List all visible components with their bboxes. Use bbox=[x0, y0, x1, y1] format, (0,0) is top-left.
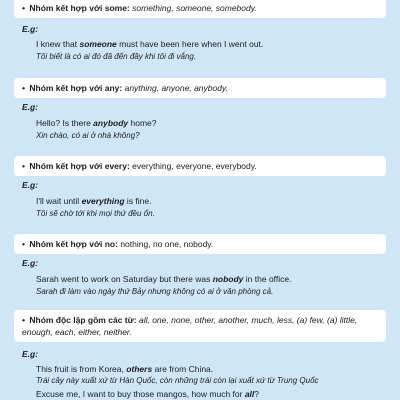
example-en2-post: ? bbox=[254, 389, 260, 399]
example-en-post: in the office. bbox=[243, 274, 292, 284]
example-label: E.g: bbox=[22, 349, 39, 359]
bullet: • bbox=[22, 161, 25, 171]
section-list: nothing, no one, nobody. bbox=[120, 239, 214, 249]
section-title: Nhóm kết hợp với no: bbox=[29, 239, 118, 249]
example-en2-pre: Excuse me, I want to buy those mangos, how much for bbox=[36, 389, 245, 399]
example-en bbox=[36, 273, 291, 285]
section-title: Nhóm kết hợp với some: bbox=[29, 3, 130, 13]
example-en bbox=[36, 195, 152, 207]
example-en-keyword: anybody bbox=[93, 118, 129, 128]
section-independent bbox=[14, 308, 386, 400]
example-en bbox=[36, 363, 213, 375]
section-header bbox=[14, 0, 386, 18]
example-vi: Sarah đi làm vào ngày thứ Bảy nhưng không có ai ở văn phòng cả. bbox=[36, 287, 274, 296]
bullet: • bbox=[22, 3, 25, 13]
example-label: E.g: bbox=[22, 180, 39, 190]
section-any bbox=[14, 76, 386, 154]
example-vi: Trái cây này xuất xứ từ Hàn Quốc, còn những trái còn lại xuất xứ từ Trung Quốc bbox=[36, 376, 319, 385]
example-vi: Tôi biết là có ai đó đã đến đây khi tôi đi vắng. bbox=[36, 52, 197, 61]
section-header bbox=[14, 310, 386, 342]
section-list-line2: enough, each, either, neither. bbox=[22, 327, 132, 337]
section-title: Nhóm kết hợp với every: bbox=[29, 161, 130, 171]
example-en-post: are from China. bbox=[152, 364, 214, 374]
example-vi: Tôi sẽ chờ tới khi mọi thứ đều ổn. bbox=[36, 209, 155, 218]
bullet: • bbox=[22, 315, 25, 325]
example-en-keyword: everything bbox=[81, 196, 125, 206]
section-no bbox=[14, 232, 386, 308]
section-list: anything, anyone, anybody. bbox=[124, 83, 228, 93]
example-en-keyword: nobody bbox=[212, 274, 244, 284]
example-en-pre: This fruit is from Korea, bbox=[36, 364, 127, 374]
example-en-pre: I'll wait until bbox=[36, 196, 82, 206]
section-list: everything, everyone, everybody. bbox=[132, 161, 257, 171]
example-en2-keyword: all bbox=[244, 389, 255, 399]
example-en-post: home? bbox=[128, 118, 157, 128]
example-en-pre: I knew that bbox=[36, 39, 80, 49]
bullet: • bbox=[22, 83, 25, 93]
section-list-line1: all, one, none, other, another, much, less, (a) few, (a) little, bbox=[138, 315, 358, 325]
bullet: • bbox=[22, 239, 25, 249]
example-en-post: must have been here when I went out. bbox=[116, 39, 264, 49]
section-list: something, someone, somebody. bbox=[132, 3, 257, 13]
example-en-pre: Sarah went to work on Saturday but there was bbox=[36, 274, 213, 284]
example-label: E.g: bbox=[22, 24, 39, 34]
example-label: E.g: bbox=[22, 258, 39, 268]
example-label: E.g: bbox=[22, 102, 39, 112]
example-en bbox=[36, 38, 263, 50]
section-title: Nhóm độc lập gồm các từ: bbox=[29, 315, 137, 325]
section-every bbox=[14, 154, 386, 232]
example-en-pre: Hello? Is there bbox=[36, 118, 94, 128]
example-vi: Xin chào, có ai ở nhà không? bbox=[36, 131, 140, 140]
section-header bbox=[14, 234, 386, 254]
example-en-post: is fine. bbox=[124, 196, 152, 206]
example-en-keyword: someone bbox=[79, 39, 117, 49]
section-title: Nhóm kết hợp với any: bbox=[29, 83, 123, 93]
section-some bbox=[14, 0, 386, 76]
example-en bbox=[36, 117, 156, 129]
section-header bbox=[14, 156, 386, 176]
section-header bbox=[14, 78, 386, 98]
example-en-2 bbox=[36, 388, 259, 400]
example-en-keyword: others bbox=[126, 364, 153, 374]
